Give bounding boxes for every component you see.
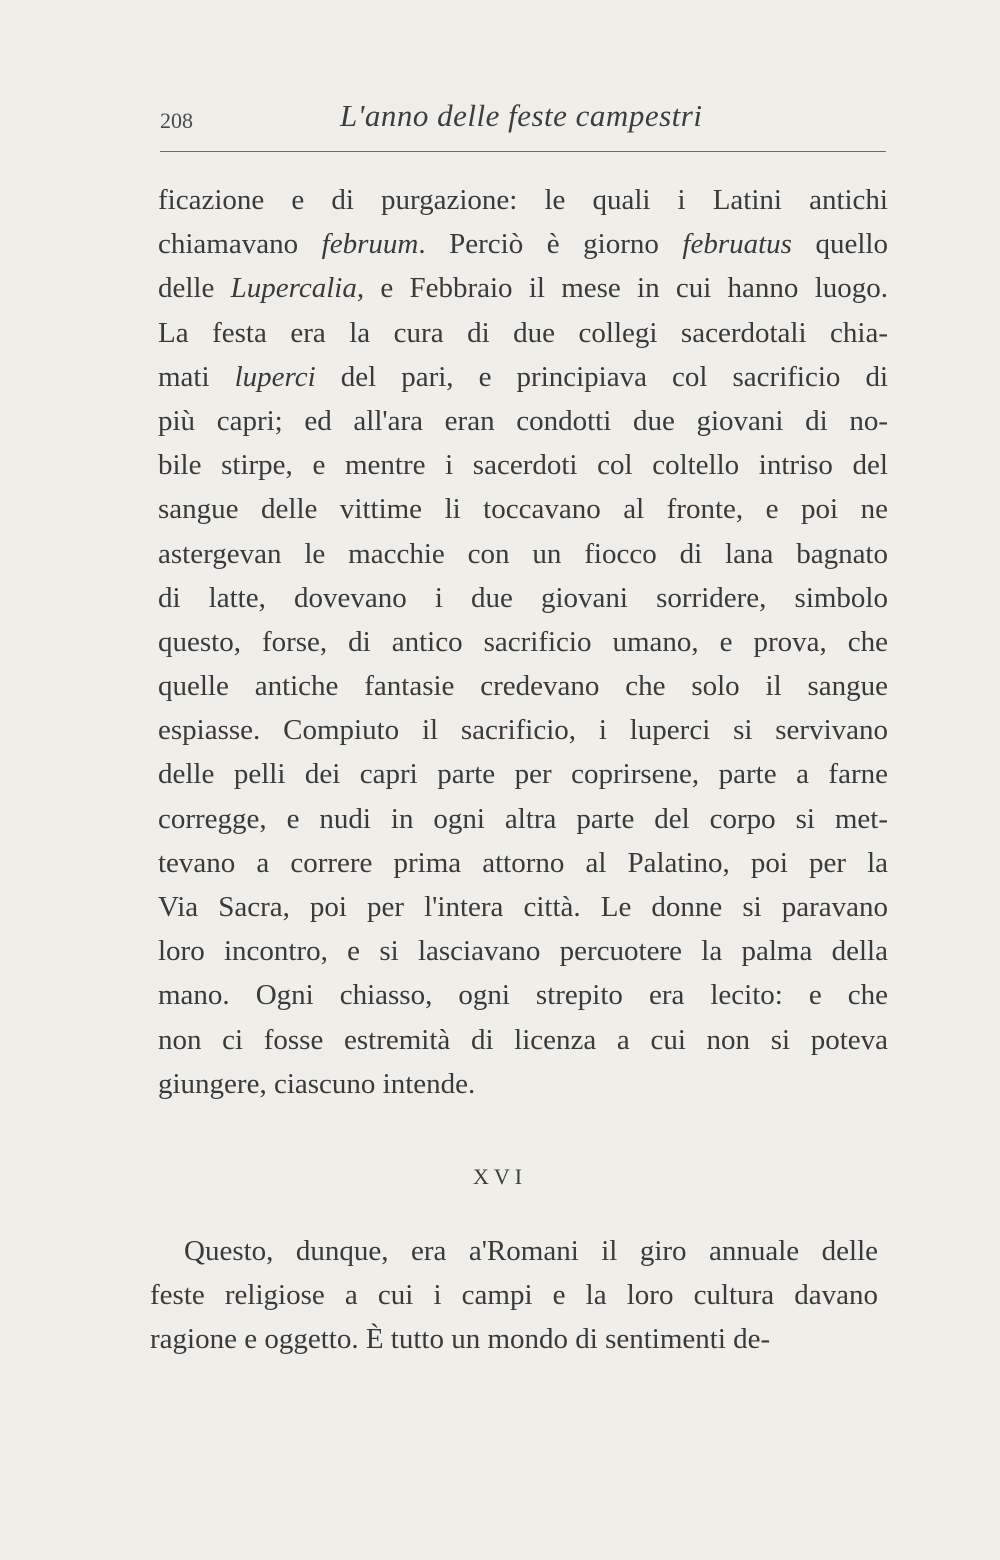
- text-line: tevano a correre prima attorno al Palatino, poi per la: [158, 846, 888, 879]
- page-number: 208: [160, 108, 193, 133]
- running-title: L'anno delle feste campestri: [340, 98, 703, 133]
- text-line: [158, 222, 888, 266]
- text-line: giungere, ciascuno intende.: [158, 1067, 476, 1100]
- italic-term: februatus: [682, 228, 792, 261]
- text-segment: . Perciò è giorno: [418, 228, 683, 261]
- text-line: La festa era la cura di due collegi sacerdotali chia-: [158, 316, 888, 349]
- text-segment: quello: [791, 228, 888, 261]
- italic-term: februum: [321, 228, 419, 261]
- text-line: ficazione e di purgazione: le quali i Latini antichi: [158, 184, 888, 216]
- text-segment: mati: [158, 360, 235, 393]
- text-segment: delle: [158, 272, 231, 305]
- text-line: mano. Ogni chiasso, ogni strepito era lecito: e che: [158, 979, 888, 1012]
- text-line: non ci fosse estremità di licenza a cui non si poteva: [158, 1023, 888, 1056]
- text-line: loro incontro, e si lasciavano percuotere la palma della: [158, 935, 888, 968]
- text-line: feste religiose a cui i campi e la loro cultura davano: [150, 1279, 878, 1312]
- text-line: più capri; ed all'ara eran condotti due giovani di no-: [158, 404, 888, 437]
- text-line: Questo, dunque, era a'Romani il giro annuale delle: [184, 1235, 878, 1267]
- paragraph-1: [158, 178, 888, 1106]
- header-rule: [160, 151, 886, 152]
- text-line: [158, 266, 888, 310]
- text-line: Via Sacra, poi per l'intera città. Le donne si paravano: [158, 891, 888, 923]
- page-header: [160, 98, 886, 138]
- text-line: corregge, e nudi in ogni altra parte del corpo si met-: [158, 802, 888, 835]
- text-segment: , e Febbraio il mese in cui hanno luogo.: [356, 272, 888, 305]
- text-line: ragione e oggetto. È tutto un mondo di sentimenti de-: [150, 1323, 771, 1356]
- text-line: sangue delle vittime li toccavano al fronte, e poi ne: [158, 493, 888, 526]
- text-segment: chiamavano: [158, 228, 322, 261]
- text-line: questo, forse, di antico sacrificio umano, e prova, che: [158, 625, 888, 658]
- italic-term: luperci: [234, 360, 316, 393]
- text-line: [158, 355, 888, 399]
- text-line: di latte, dovevano i due giovani sorridere, simbolo: [158, 581, 888, 614]
- italic-term: Lupercalia: [230, 272, 357, 305]
- text-line: bile stirpe, e mentre i sacerdoti col coltello intriso del: [158, 449, 888, 482]
- text-line: astergevan le macchie con un fiocco di lana bagnato: [158, 537, 888, 570]
- text-line: espiasse. Compiuto il sacrificio, i luperci si servivano: [158, 714, 888, 747]
- text-line: delle pelli dei capri parte per coprirsene, parte a farne: [158, 758, 888, 791]
- text-line: quelle antiche fantasie credevano che solo il sangue: [158, 670, 888, 703]
- section-numeral: XVI: [472, 1164, 528, 1189]
- paragraph-2: [150, 1229, 878, 1362]
- text-segment: del pari, e principiava col sacrificio di: [315, 360, 889, 393]
